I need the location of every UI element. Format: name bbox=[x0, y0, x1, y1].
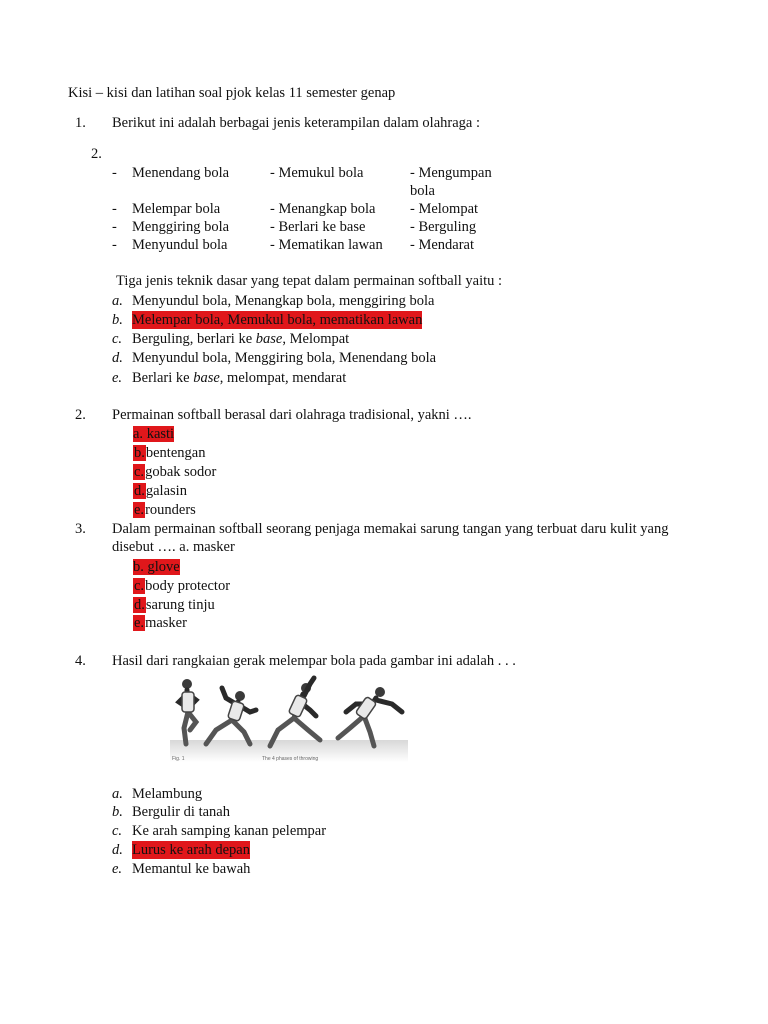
skill-item: - Berlari ke base bbox=[270, 219, 366, 235]
skill-item: - Melompat bbox=[410, 201, 479, 217]
skill-dash: - bbox=[112, 201, 117, 217]
option-item: e.masker bbox=[134, 615, 187, 631]
option-letter: c. bbox=[112, 823, 123, 839]
skill-item: bola bbox=[410, 183, 435, 199]
option-text: Ke arah samping kanan pelempar bbox=[132, 823, 327, 839]
document-title: Kisi – kisi dan latihan soal pjok kelas 11 semester genap bbox=[68, 85, 396, 101]
question-1-number: 1. bbox=[75, 115, 86, 131]
option-letter: a. bbox=[112, 293, 123, 309]
question-1-stem: Berikut ini adalah berbagai jenis keterampilan dalam olahraga : bbox=[112, 115, 480, 131]
option-text: Menyundul bola, Menggiring bola, Menendang bola bbox=[132, 350, 437, 366]
option-letter: e. bbox=[112, 370, 123, 386]
option-text: Berlari ke base, melompat, mendarat bbox=[132, 370, 347, 386]
option-text-correct: Lurus ke arah depan bbox=[132, 842, 250, 858]
option-text-correct: Melempar bola, Memukul bola, mematikan lawan bbox=[132, 312, 423, 328]
question-1-sub-number: 2. bbox=[91, 146, 102, 162]
skill-item: Menyundul bola bbox=[132, 237, 228, 253]
figure-caption: The 4 phases of throwing bbox=[262, 756, 319, 762]
skill-item: - Mengumpan bbox=[410, 165, 492, 181]
option-text: Bergulir di tanah bbox=[132, 804, 230, 820]
option-letter: d. bbox=[112, 350, 123, 366]
skill-item: Melempar bola bbox=[132, 201, 221, 217]
option-letter: e. bbox=[112, 861, 123, 877]
skill-item: - Memukul bola bbox=[270, 165, 364, 181]
throwing-phases-figure bbox=[170, 670, 408, 762]
option-item: b.bentengan bbox=[134, 445, 206, 461]
pitcher-phase-1 bbox=[179, 679, 196, 744]
question-2-stem: Permainan softball berasal dari olahraga tradisional, yakni …. bbox=[112, 407, 472, 423]
skill-item: - Menangkap bola bbox=[270, 201, 376, 217]
option-text: Menyundul bola, Menangkap bola, menggiring bola bbox=[132, 293, 435, 309]
option-letter: a. bbox=[112, 786, 123, 802]
question-3-number: 3. bbox=[75, 521, 86, 537]
option-item: d.sarung tinju bbox=[134, 597, 215, 613]
question-1-question: Tiga jenis teknik dasar yang tepat dalam permainan softball yaitu : bbox=[116, 273, 503, 289]
option-letter: b. bbox=[112, 312, 123, 328]
skill-dash: - bbox=[112, 237, 117, 253]
throwing-phases-illustration bbox=[170, 670, 408, 762]
question-2-number: 2. bbox=[75, 407, 86, 423]
question-3-stem-line1: Dalam permainan softball seorang penjaga memakai sarung tangan yang terbuat daru kulit yang bbox=[112, 521, 669, 537]
figure-label: Fig. 1 bbox=[172, 756, 185, 762]
option-letter: c. bbox=[112, 331, 123, 347]
option-item-correct: a. kasti bbox=[133, 426, 175, 442]
option-text: Memantul ke bawah bbox=[132, 861, 251, 877]
option-item: c.gobak sodor bbox=[134, 464, 217, 480]
question-4-number: 4. bbox=[75, 653, 86, 669]
pitcher-phase-3 bbox=[270, 678, 320, 746]
option-letter: b. bbox=[112, 804, 123, 820]
skill-item: - Mematikan lawan bbox=[270, 237, 383, 253]
skill-item: - Berguling bbox=[410, 219, 477, 235]
option-letter: d. bbox=[112, 842, 123, 858]
skill-item: - Mendarat bbox=[410, 237, 475, 253]
skill-item: Menggiring bola bbox=[132, 219, 230, 235]
option-text: Berguling, berlari ke base, Melompat bbox=[132, 331, 350, 347]
skill-dash: - bbox=[112, 165, 117, 181]
option-item-correct: b. glove bbox=[133, 559, 180, 575]
option-text: Melambung bbox=[132, 786, 203, 802]
skill-dash: - bbox=[112, 219, 117, 235]
option-item: e.rounders bbox=[134, 502, 196, 518]
pitcher-phase-2 bbox=[206, 688, 256, 744]
option-item: c.body protector bbox=[134, 578, 231, 594]
pitcher-phase-4 bbox=[338, 687, 402, 746]
question-3-stem-line2: disebut …. a. masker bbox=[112, 539, 235, 555]
option-item: d.galasin bbox=[134, 483, 187, 499]
question-4-stem: Hasil dari rangkaian gerak melempar bola pada gambar ini adalah . . . bbox=[112, 653, 516, 669]
skill-item: Menendang bola bbox=[132, 165, 230, 181]
